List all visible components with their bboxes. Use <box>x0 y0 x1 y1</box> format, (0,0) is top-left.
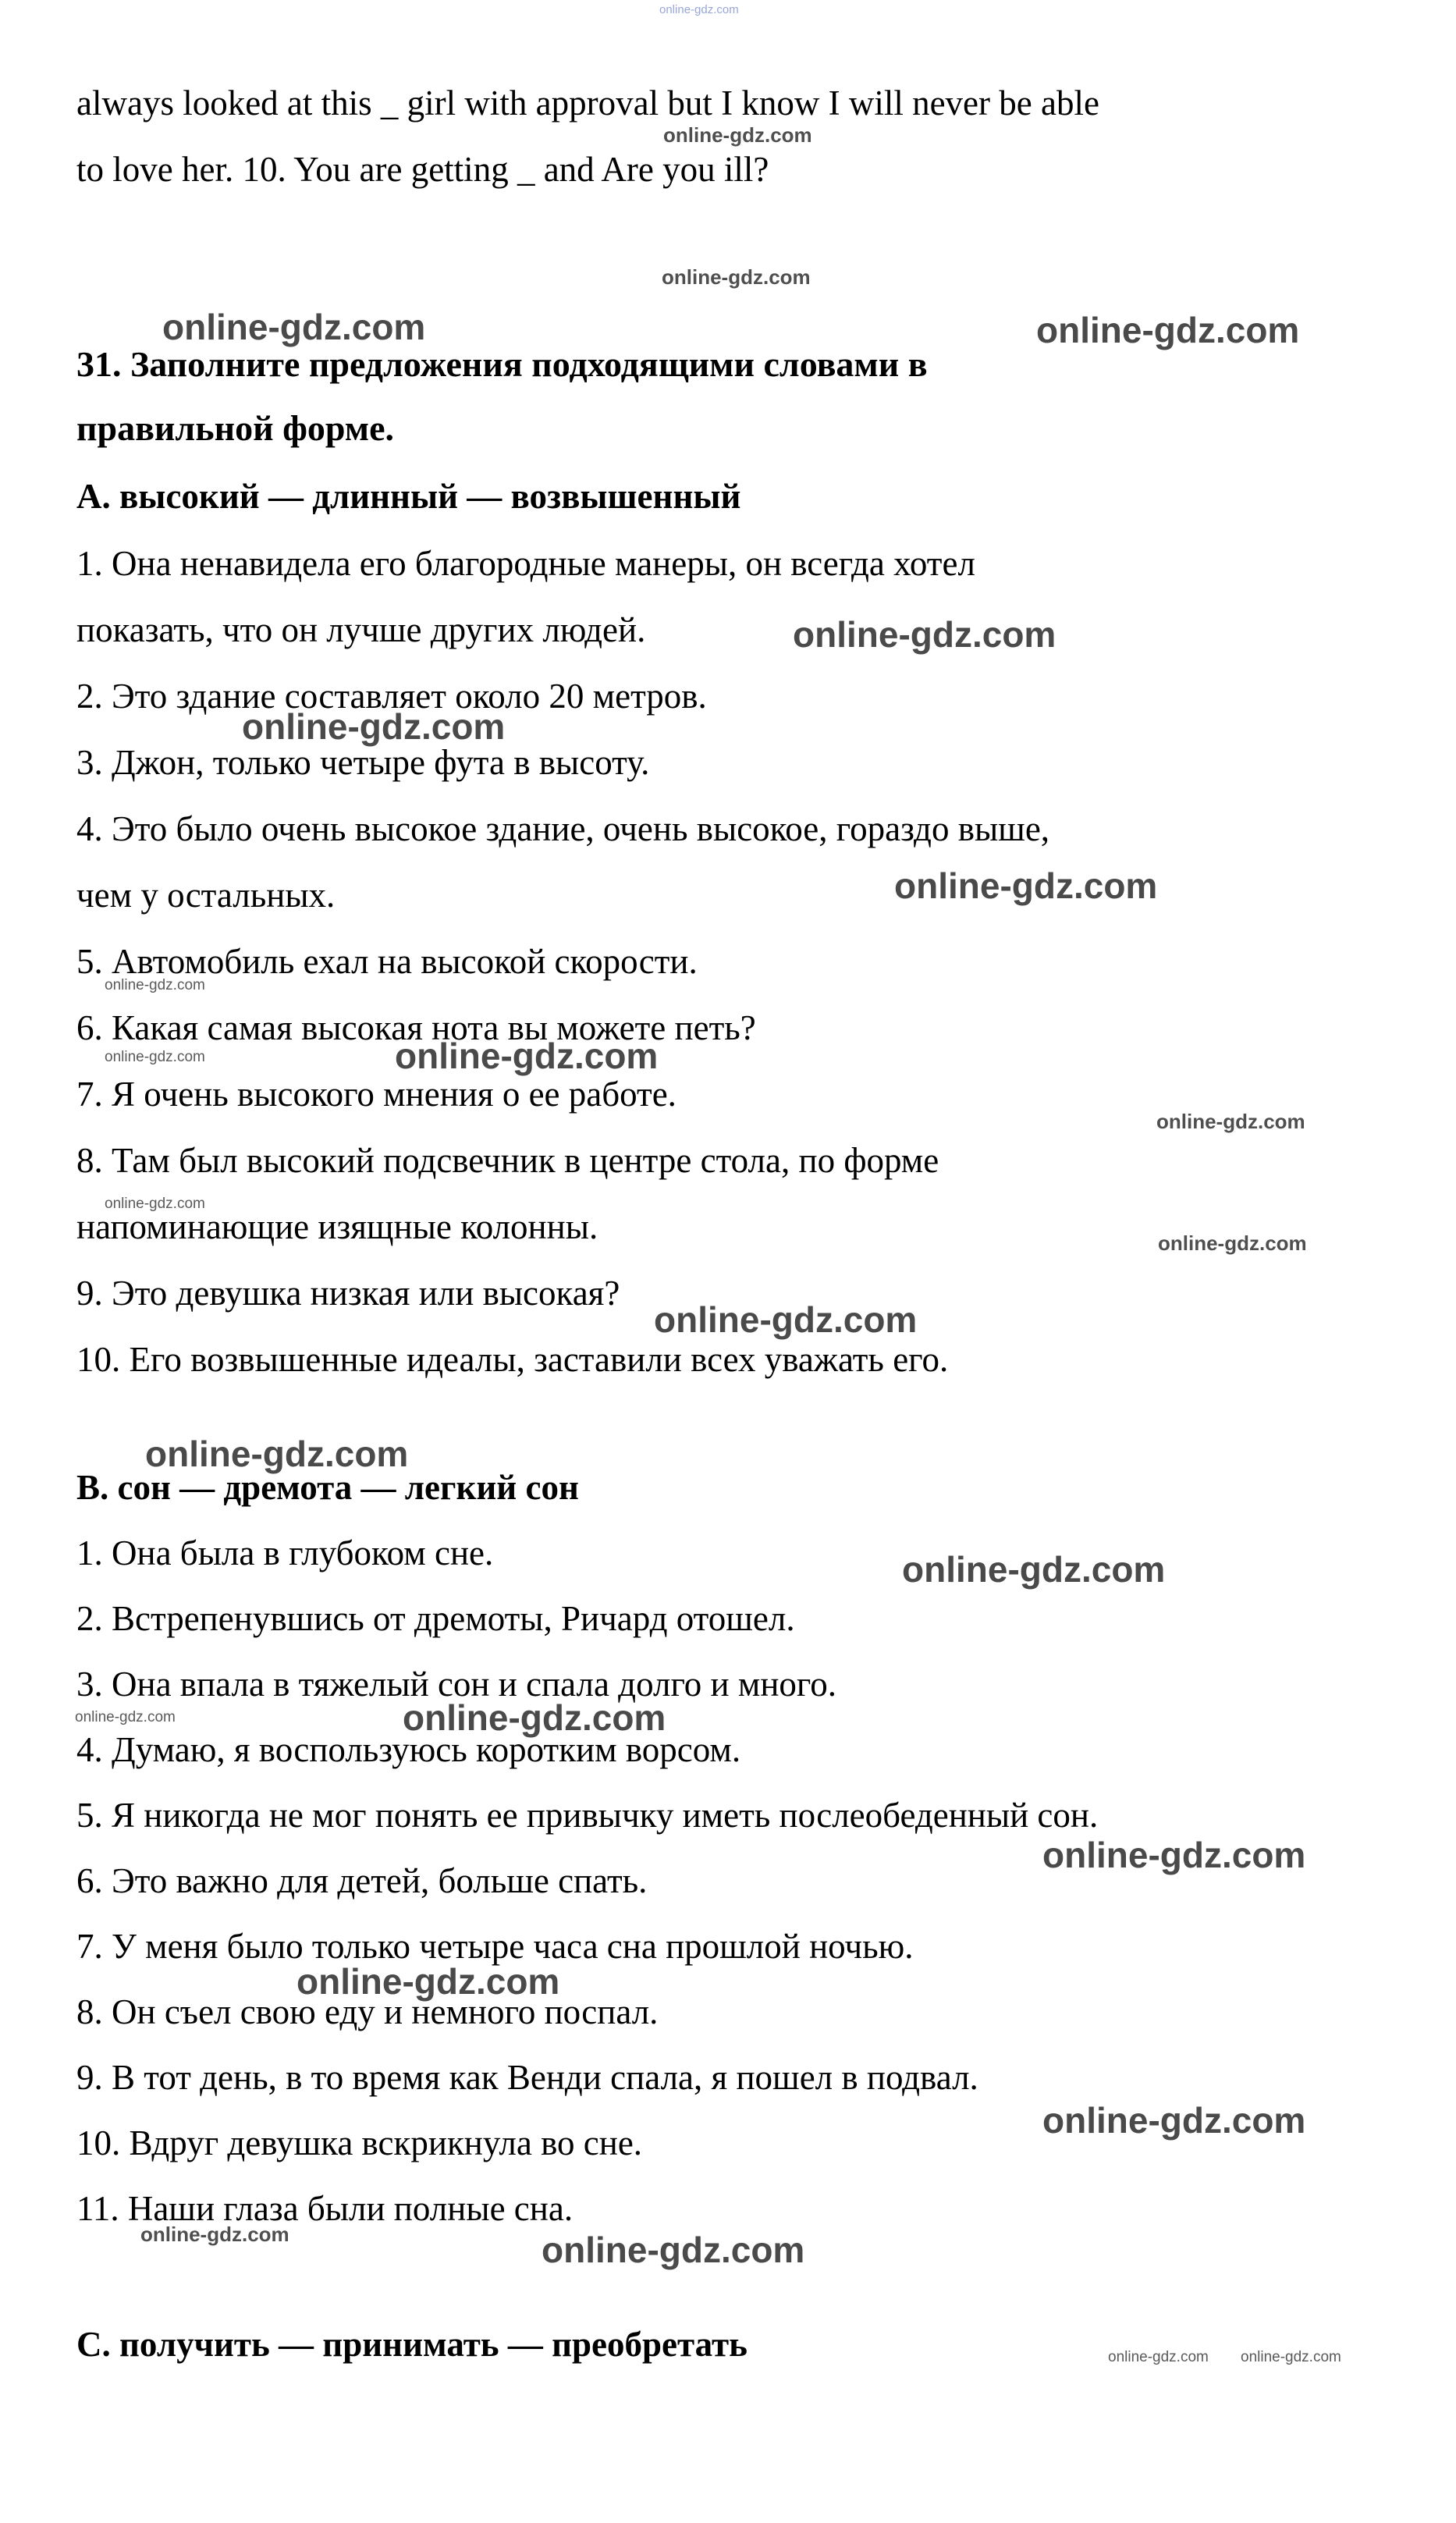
sentence-line: 4. Думаю, я воспользуюсь коротким ворсом. <box>76 1730 741 1769</box>
watermark-online-gdz: online-gdz.com <box>1036 310 1300 350</box>
watermark-online-gdz: online-gdz.com <box>1042 2100 1306 2141</box>
sentence-line: 1. Она была в глубоком сне. <box>76 1533 494 1572</box>
watermark-online-gdz: online-gdz.com <box>1158 1231 1307 1255</box>
watermark-online-gdz: online-gdz.com <box>105 977 205 993</box>
sentence-line: 6. Какая самая высокая нота вы можете петь? <box>76 1008 756 1047</box>
sentence-line: 2. Встрепенувшись от дремоты, Ричард отошел. <box>76 1599 795 1638</box>
sentence-line: 11. Наши глаза были полные сна. <box>76 2189 574 2228</box>
watermark-online-gdz: online-gdz.com <box>659 3 739 16</box>
section-b-body <box>76 1520 1436 2241</box>
watermark-online-gdz: online-gdz.com <box>1042 1835 1306 1875</box>
sentence-line: показать, что он лучше других людей. <box>76 610 646 649</box>
sentence-line: 9. В тот день, в то время как Венди спала, я пошел в подвал. <box>76 2058 978 2097</box>
watermark-online-gdz: online-gdz.com <box>902 1549 1166 1590</box>
watermark-online-gdz: online-gdz.com <box>105 1049 205 1065</box>
watermark-online-gdz: online-gdz.com <box>242 706 506 747</box>
section-b-title: В. сон — дремота — легкий сон <box>76 1468 579 1507</box>
watermark-online-gdz: online-gdz.com <box>1241 2349 1341 2365</box>
sentence-line: 10. Его возвышенные идеалы, заставили всех уважать его. <box>76 1340 949 1379</box>
watermark-online-gdz: online-gdz.com <box>395 1036 659 1076</box>
watermark-online-gdz: online-gdz.com <box>654 1299 918 1340</box>
sentence-line: 5. Автомобиль ехал на высокой скорости. <box>76 942 698 981</box>
sentence-line: 4. Это было очень высокое здание, очень высокое, гораздо выше, <box>76 809 1050 848</box>
watermark-online-gdz: online-gdz.com <box>1156 1110 1305 1133</box>
sentence-line: 2. Это здание составляет около 20 метров. <box>76 677 707 716</box>
sentence-line: 7. У меня было только четыре часа сна прошлой ночью. <box>76 1927 914 1966</box>
section-a-title: А. высокий — длинный — возвышенный <box>76 477 741 516</box>
sentence-line: 8. Он съел свою еду и немного поспал. <box>76 1992 659 2031</box>
exercise-heading <box>76 332 1436 460</box>
sentence-line: 7. Я очень высокого мнения о ее работе. <box>76 1075 677 1114</box>
sentence-line: 8. Там был высокий подсвечник в центре стола, по форме <box>76 1141 939 1180</box>
sentence-line: 3. Джон, только четыре фута в высоту. <box>76 743 650 782</box>
sentence-line: 6. Это важно для детей, больше спать. <box>76 1861 648 1900</box>
section-c-title: С. получить — принимать — преобретать <box>76 2325 748 2364</box>
sentence-line: напоминающие изящные колонны. <box>76 1207 598 1246</box>
watermark-online-gdz: online-gdz.com <box>662 265 811 289</box>
watermark-online-gdz: online-gdz.com <box>542 2230 805 2270</box>
watermark-online-gdz: online-gdz.com <box>1108 2349 1209 2365</box>
sentence-line: 9. Это девушка низкая или высокая? <box>76 1274 620 1313</box>
intro-line: always looked at this _ girl with approval but I know I will never be able <box>76 84 1099 123</box>
watermark-online-gdz: online-gdz.com <box>663 123 812 147</box>
watermark-online-gdz: online-gdz.com <box>75 1709 176 1725</box>
sentence-line: 1. Она ненавидела его благородные манеры, он всегда хотел <box>76 544 975 583</box>
watermark-online-gdz: online-gdz.com <box>140 2223 289 2246</box>
watermark-online-gdz: online-gdz.com <box>145 1434 409 1474</box>
sentence-line: чем у остальных. <box>76 876 336 915</box>
intro-line: to love her. 10. You are getting _ and Are you ill? <box>76 150 769 189</box>
watermark-online-gdz: online-gdz.com <box>403 1697 666 1738</box>
watermark-online-gdz: online-gdz.com <box>894 865 1158 906</box>
watermark-online-gdz: online-gdz.com <box>297 1961 560 2002</box>
intro-paragraph <box>76 70 1436 203</box>
watermark-online-gdz: online-gdz.com <box>162 307 426 347</box>
sentence-line: 3. Она впала в тяжелый сон и спала долго и много. <box>76 1665 837 1704</box>
sentence-line: 10. Вдруг девушка вскрикнула во сне. <box>76 2123 643 2162</box>
exercise-heading-line: правильной форме. <box>76 408 395 448</box>
watermark-online-gdz: online-gdz.com <box>793 614 1056 655</box>
watermark-online-gdz: online-gdz.com <box>105 1196 205 1212</box>
sentence-line: 5. Я никогда не мог понять ее привычку иметь послеобеденный сон. <box>76 1796 1099 1835</box>
section-a-body <box>76 531 1436 1393</box>
exercise-heading-line: 31. Заполните предложения подходящими словами в <box>76 344 928 384</box>
